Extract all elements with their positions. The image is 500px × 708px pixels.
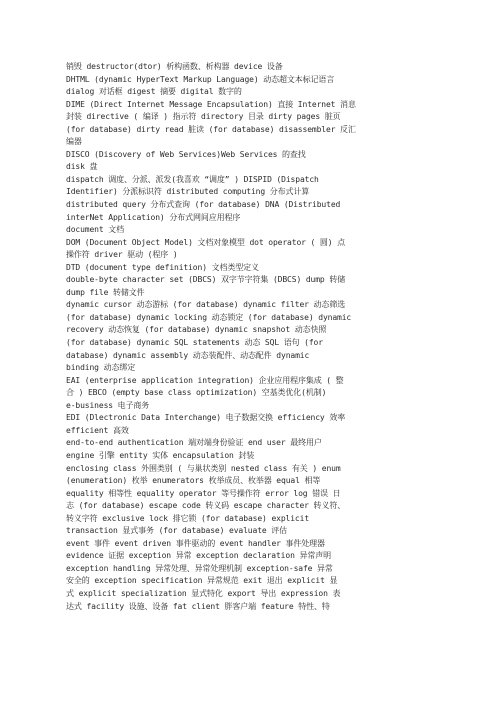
text-line: document 文档 bbox=[66, 225, 125, 235]
text-line: EDI (Dlectronic Data Interchange) 电子数据交换 efficiency 效率 bbox=[66, 413, 346, 423]
text-line: dynamic cursor 动态游标 (for database) dynamic filter 动态筛选 bbox=[66, 300, 346, 310]
text-line: DOM (Document Object Model) 文档对象模型 dot operator ( 圆) 点 bbox=[66, 237, 346, 247]
text-line: DTD (document type definition) 文档类型定义 bbox=[66, 262, 259, 272]
text-line: dialog 对话框 digest 摘要 digital 数字的 bbox=[66, 87, 242, 97]
text-line: end-to-end authentication 端对端身份验证 end user 最终用户 bbox=[66, 438, 322, 448]
text-line: 合 ) EBCO (empty base class optimization) 空基类优化(机制) bbox=[66, 388, 327, 398]
text-line: (enumeration) 枚举 enumerators 枚举成员、枚举器 equal 相等 bbox=[66, 476, 321, 486]
text-line: 编器 bbox=[66, 137, 82, 147]
text-line: exception handling 异常处理、异常处理机制 exception-safe 异常 bbox=[66, 563, 333, 573]
text-line: 封装 directive ( 编译 ) 指示符 directory 目录 dirty pages 脏页 bbox=[66, 112, 341, 122]
text-line: transaction 显式事务 (for database) evaluate 评估 bbox=[66, 526, 288, 536]
text-line: dump file 转储文件 bbox=[66, 287, 145, 297]
text-line: dispatch 调度、分派、派发(我喜欢 “调度” ) DISPID (Dispatch bbox=[66, 174, 319, 184]
text-line: 志 (for database) escape code 转义码 escape character 转义符、 bbox=[66, 501, 346, 511]
text-line: (for database) dynamic locking 动态锁定 (for database) dynamic bbox=[66, 312, 352, 322]
text-line: e-business 电子商务 bbox=[66, 400, 150, 410]
text-line: interNet Application) 分布式网间应用程序 bbox=[66, 212, 241, 222]
text-line: 转义字符 exclusive lock 排它锁 (for database) explicit bbox=[66, 513, 310, 523]
text-line: disk 盘 bbox=[66, 162, 98, 172]
text-line: equality 相等性 equality operator 等号操作符 error log 错误 日 bbox=[66, 488, 341, 498]
text-line: (for database) dirty read 脏读 (for database) disassembler 反汇 bbox=[66, 124, 356, 134]
text-line: Identifier) 分派标识符 distributed computing 分布式计算 bbox=[66, 187, 310, 197]
text-line: (for database) dynamic SQL statements 动态 SQL 语句 (for bbox=[66, 338, 323, 348]
text-line: engine 引擎 entity 实体 encapsulation 封装 bbox=[66, 450, 255, 460]
text-line: event 事件 event driven 事件驱动的 event handler 事件处理器 bbox=[66, 538, 325, 548]
text-line: binding 动态绑定 bbox=[66, 363, 136, 373]
text-line: 达式 facility 设施、设备 fat client 胖客户端 feature 特性、特 bbox=[66, 601, 330, 611]
text-line: evidence 证据 exception 异常 exception declaration 异常声明 bbox=[66, 551, 331, 561]
text-line: DIME (Direct Internet Message Encapsulation) 直接 Internet 消息 bbox=[66, 99, 356, 109]
text-line: EAI (enterprise application integration) 企业应用程序集成 ( 整 bbox=[66, 375, 344, 385]
text-line: 式 explicit specialization 显式特化 export 导出 expression 表 bbox=[66, 588, 341, 598]
text-line: DHTML (dynamic HyperText Markup Language) 动态超文本标记语言 bbox=[66, 74, 335, 84]
text-line: 操作符 driver 驱动 (程序 ) bbox=[66, 250, 178, 260]
text-line: efficient 高效 bbox=[66, 425, 129, 435]
text-line: database) dynamic assembly 动态装配件、动态配件 dynamic bbox=[66, 350, 310, 360]
text-line: double-byte character set (DBCS) 双字节字符集 (DBCS) dump 转储 bbox=[66, 275, 346, 285]
text-line: DISCO (Discovery of Web Services)Web Services 的查找 bbox=[66, 149, 306, 159]
document-page bbox=[66, 61, 356, 613]
text-line: distributed query 分布式查询 (for database) DNA (Distributed bbox=[66, 200, 341, 210]
text-line: enclosing class 外围类别 ( 与巢状类别 nested class 有关 ) enum bbox=[66, 463, 341, 473]
text-line: recovery 动态恢复 (for database) dynamic snapshot 动态快照 bbox=[66, 325, 327, 335]
text-line: 安全的 exception specification 异常规范 exit 退出 explicit 显 bbox=[66, 576, 338, 586]
text-line: 销毁 destructor(dtor) 析构函数、析构器 device 设备 bbox=[66, 62, 283, 71]
